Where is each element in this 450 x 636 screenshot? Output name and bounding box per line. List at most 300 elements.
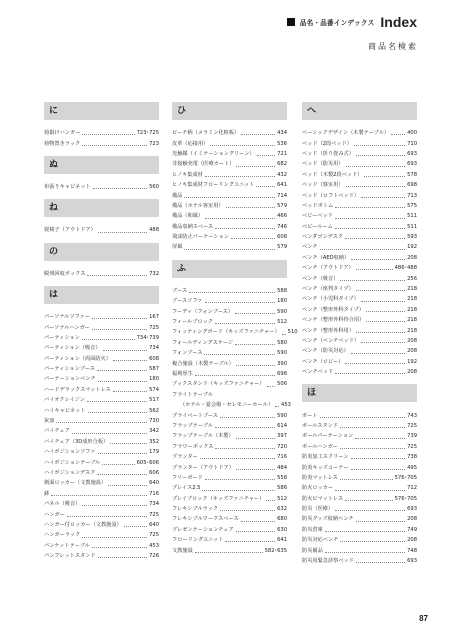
entry-page: 167 [149, 314, 159, 321]
entry-name: ハンガー付ロッカー（文教施設） [44, 521, 122, 528]
index-entry [302, 355, 417, 365]
page-header [287, 14, 417, 30]
index-entry [172, 325, 298, 336]
entry-page: 712 [407, 485, 417, 492]
entry-name: 非接触充電（医療カート） [172, 161, 235, 168]
entry-name: ベンチ（吸音） [302, 275, 339, 282]
dot-leader [51, 495, 147, 496]
index-entry [44, 383, 159, 393]
entry-page: 614 [277, 422, 287, 429]
dot-leader [231, 238, 275, 239]
index-entry [302, 303, 417, 313]
entry-name: 防災対応ベンチ [302, 537, 339, 544]
index-entry [44, 310, 159, 320]
entry-name: パーティション（両面防火） [44, 355, 111, 362]
section-heading: ふ [172, 260, 287, 278]
entry-name: ヒノキ集成材 [172, 171, 203, 178]
entry-page: 536 [277, 140, 287, 147]
index-entry [302, 157, 417, 167]
entry-page: 716 [149, 490, 159, 497]
index-entry [172, 315, 287, 325]
dot-leader [103, 350, 148, 351]
dot-leader [204, 354, 275, 355]
index-entry [172, 523, 287, 533]
entry-name: ヒノキ集成材フローリングユニット [172, 182, 255, 189]
dot-leader [82, 134, 134, 135]
dot-leader [345, 500, 392, 501]
index-entry [44, 518, 159, 528]
index-entry [44, 445, 159, 455]
entry-name: ベッド（2段ベッド） [302, 140, 352, 147]
entry-page: 720 [277, 443, 287, 450]
index-entry [172, 367, 287, 377]
entry-name: 防炎マットレス [302, 474, 338, 481]
entry-page: 506 [277, 381, 287, 388]
index-section [44, 243, 159, 277]
index-entry [44, 435, 159, 445]
page-subtitle: 商品名検索 [368, 42, 418, 51]
section-heading: ほ [302, 384, 417, 402]
dot-leader [340, 541, 405, 542]
index-entry [44, 267, 159, 277]
index-entry [172, 284, 287, 294]
dot-leader [205, 218, 275, 219]
entry-page: 725 [407, 443, 417, 450]
entry-page: 590 [277, 308, 287, 315]
entry-name: フレキシブルワークスペース [172, 516, 239, 523]
entry-page: 726 [149, 553, 159, 560]
entry-page: 218 [407, 306, 417, 313]
dot-leader [205, 176, 275, 177]
entry-name: 脱残回収ボックス [44, 270, 86, 277]
entry-page: 710 [407, 140, 417, 147]
entry-page: 693 [407, 558, 417, 565]
entry-name: パーティションブース [44, 366, 95, 373]
dot-leader [335, 490, 405, 491]
dot-leader [325, 531, 405, 532]
index-entry [172, 377, 287, 387]
dot-leader [215, 323, 275, 324]
dot-leader [124, 526, 147, 527]
index-entry [302, 334, 417, 344]
entry-name: ハードデラックスマットレス [44, 386, 111, 393]
dot-leader [335, 207, 405, 208]
dot-leader [351, 469, 406, 470]
entry-page: 723 [149, 140, 159, 147]
index-entry [172, 294, 287, 304]
dot-leader [266, 500, 275, 501]
index-entry [44, 403, 159, 413]
entry-name: 複合施設（木製テーブル） [172, 360, 234, 367]
entry-page: 180 [149, 376, 159, 383]
index-entry [172, 147, 287, 157]
entry-page: 734 [149, 345, 159, 352]
entry-name: 福利厚生 [172, 371, 193, 377]
entry-page: 725 [149, 324, 159, 331]
entry-page: 593 [407, 234, 417, 241]
dot-leader [356, 332, 405, 333]
entry-page: 397 [277, 433, 287, 440]
dot-leader [215, 228, 275, 229]
entry-name: 防火ピマットレス [302, 495, 344, 502]
entry-name: ベンチ（整形外科用） [302, 327, 354, 334]
entry-page: 574 [149, 386, 159, 393]
entry-page: 590 [277, 412, 287, 419]
dot-leader [189, 292, 275, 293]
section-heading: の [44, 243, 159, 261]
entry-page: 512 [277, 495, 287, 502]
dot-leader [220, 510, 275, 511]
index-entry [302, 282, 417, 292]
entry-name: プライベートブース [172, 412, 218, 419]
index-entry [302, 251, 417, 261]
index-entry [302, 313, 417, 323]
dot-leader [113, 360, 147, 361]
dot-leader [82, 505, 147, 506]
entry-page: 630 [277, 526, 287, 533]
dot-leader [275, 406, 279, 407]
entry-page: 208 [407, 369, 417, 376]
dot-leader [200, 458, 275, 459]
entry-page: 256 [407, 275, 417, 282]
entry-page: 432 [277, 171, 287, 178]
index-column-3 [302, 102, 417, 573]
entry-name: フラワーボックス [172, 443, 214, 450]
index-entry [302, 440, 417, 450]
entry-page: 434 [277, 130, 287, 137]
entry-page: 582･635 [264, 547, 287, 554]
dot-leader [236, 438, 275, 439]
index-entry [302, 365, 417, 375]
dot-leader [335, 510, 405, 511]
entry-name: ベンチ（小児科タイプ） [302, 296, 359, 303]
entry-page: 606 [149, 470, 159, 476]
index-entry [302, 323, 417, 333]
entry-name: ベンチ（整形外科待合用） [302, 317, 365, 324]
entry-name: （ホテル・宴会場・セレモニーホール） [180, 402, 274, 409]
entry-name: ベンチ（AED収納） [302, 254, 350, 261]
entry-name: プランター（アウトドア） [172, 464, 234, 471]
entry-name: ベーシックデザイン（木製テーブル） [302, 130, 390, 137]
entry-name: ポールスタンド [302, 422, 339, 429]
index-entry [302, 429, 417, 439]
index-entry [172, 471, 287, 481]
dot-leader [205, 479, 275, 480]
entry-page: 580 [277, 339, 287, 346]
entry-name: 防災用緊急診察ベッド [302, 558, 354, 565]
dot-leader [267, 386, 275, 387]
dot-leader [351, 259, 405, 260]
index-entry [44, 341, 159, 351]
entry-page: 608 [149, 355, 159, 362]
entry-name: 寝椅子（アウトドア） [44, 227, 96, 234]
dot-leader [92, 329, 147, 330]
index-entry [302, 220, 417, 230]
entry-name: ベッドボトム [302, 202, 334, 209]
dot-leader [282, 334, 286, 335]
dot-leader [354, 145, 405, 146]
entry-page: 746 [277, 223, 287, 230]
entry-name: 荷物置きラック [44, 140, 81, 147]
entry-name: ベンチ [302, 244, 318, 251]
index-entry [44, 393, 159, 403]
entry-name: 防災グッズ収納ベンチ [302, 516, 354, 523]
index-entry [302, 502, 417, 512]
entry-name: フォールディングステージ [172, 339, 234, 346]
entry-page: 732 [149, 270, 159, 277]
index-section [44, 102, 159, 147]
index-section [172, 102, 287, 251]
dot-leader [351, 353, 405, 354]
index-section [44, 156, 159, 190]
index-entry [302, 419, 417, 429]
index-entry [44, 180, 159, 190]
index-entry [44, 476, 159, 486]
index-entry [302, 523, 417, 533]
dot-leader [88, 412, 148, 413]
entry-page: 641 [277, 182, 287, 189]
dot-leader [72, 433, 147, 434]
index-entry [44, 331, 159, 341]
dot-leader [98, 232, 147, 233]
entry-page: 723･725 [136, 130, 159, 137]
dot-leader [98, 381, 147, 382]
entry-name: ベンチベッド [302, 369, 334, 376]
index-section [172, 260, 298, 554]
header-title-en: Index [380, 14, 417, 30]
entry-page: 575 [407, 202, 417, 209]
index-entry [302, 292, 417, 302]
entry-name: 防火ロッカー [302, 485, 334, 492]
index-entry [44, 455, 159, 465]
entry-name: 鉢 [44, 490, 50, 497]
entry-name: フリーボード [172, 474, 203, 481]
index-entry [44, 487, 159, 497]
dot-leader [236, 469, 275, 470]
index-entry [44, 414, 159, 424]
black-square-icon [287, 18, 295, 26]
index-entry [172, 136, 287, 146]
entry-page: 486･488 [394, 265, 417, 272]
entry-page: 693 [407, 506, 417, 513]
dot-leader [356, 155, 405, 156]
index-section [302, 384, 417, 564]
dot-leader [346, 186, 406, 187]
index-entry [302, 344, 417, 354]
entry-page: 698 [407, 182, 417, 189]
entry-page: 560 [149, 183, 159, 190]
index-entry [302, 450, 417, 460]
entry-page: 730 [149, 418, 159, 425]
dot-leader [256, 186, 275, 187]
entry-page: 590 [277, 350, 287, 357]
entry-name: ピーチ柄（メラミン化粧板） [172, 130, 240, 137]
dot-leader [92, 547, 147, 548]
entry-name: ベンチ（アウトドア） [302, 265, 354, 272]
entry-page: 453 [149, 542, 159, 549]
entry-page: 734･739 [136, 334, 159, 341]
index-entry [302, 199, 417, 209]
dot-leader [98, 453, 148, 454]
dot-leader [236, 166, 275, 167]
index-entry [302, 543, 417, 553]
entry-name: パーテーションベンチ [44, 376, 96, 383]
index-entry [172, 126, 287, 136]
dot-leader [356, 562, 405, 563]
entry-name: 布張りキャビネット [44, 183, 91, 190]
entry-name: 剣面ロッカー（文教施設） [44, 480, 107, 487]
entry-page: 698 [277, 371, 287, 377]
index-entry [172, 440, 287, 450]
entry-name: フライトテーブル [172, 391, 213, 398]
index-entry [302, 209, 417, 219]
entry-name: ベンチ（座判タイプ） [302, 286, 354, 293]
index-entry [172, 512, 287, 522]
entry-page: 721 [277, 150, 287, 157]
index-entry [302, 188, 417, 198]
entry-name: 備品収納スペース [172, 223, 214, 230]
entry-name: フラップテーブル [172, 422, 213, 429]
entry-page: 738 [407, 454, 417, 461]
index-entry [172, 388, 287, 398]
entry-name: ベッド（寮室用） [302, 182, 344, 189]
entry-name: 屏風 [172, 244, 183, 251]
entry-page: 716 [277, 454, 287, 461]
dot-leader [340, 479, 393, 480]
index-entry [172, 429, 287, 439]
section-heading: に [44, 102, 159, 120]
dot-leader [82, 537, 147, 538]
index-entry [172, 398, 291, 409]
dot-leader [236, 531, 275, 532]
entry-name: ブックスタンド（キッズファニチャー） [172, 381, 265, 388]
entry-name: パーソナルハンガー [44, 324, 90, 331]
header-title-jp: 品名・品番インデックス [299, 19, 375, 27]
dot-leader [391, 134, 405, 135]
entry-page: 342 [149, 428, 159, 435]
index-entry [172, 168, 287, 178]
entry-page: 179 [149, 449, 159, 456]
index-entry [302, 230, 417, 240]
entry-page: 218 [407, 286, 417, 293]
entry-page: 682 [277, 161, 287, 168]
index-entry [172, 460, 287, 470]
dot-leader [226, 207, 275, 208]
entry-name: バイオクレイジン [44, 397, 85, 404]
section-heading: へ [302, 102, 417, 120]
entry-page: 511 [407, 213, 417, 220]
section-heading: は [44, 286, 159, 304]
index-entry [44, 362, 159, 372]
index-entry [172, 543, 287, 553]
dot-leader [215, 427, 275, 428]
entry-name: ベビールーム [302, 223, 333, 230]
dot-leader [257, 155, 276, 156]
index-entry [302, 481, 417, 491]
entry-page: 713 [407, 192, 417, 199]
entry-page: 714 [277, 192, 287, 199]
dot-leader [67, 516, 147, 517]
entry-page: 453 [281, 402, 291, 409]
dot-leader [356, 269, 393, 270]
index-entry [302, 178, 417, 188]
index-entry [172, 178, 287, 188]
entry-name: 灰皿 [44, 418, 55, 425]
dot-leader [351, 458, 406, 459]
index-entry [44, 372, 159, 382]
index-entry [172, 230, 287, 240]
dot-leader [366, 311, 405, 312]
index-entry [172, 209, 287, 219]
entry-page: 484 [277, 464, 287, 471]
dot-leader [335, 373, 405, 374]
index-entry [302, 271, 417, 281]
index-entry [302, 460, 417, 470]
index-entry [172, 533, 287, 543]
entry-page: 208 [407, 348, 417, 355]
dot-leader [225, 541, 275, 542]
entry-name: 備品（ホテル客室用） [172, 202, 224, 209]
entry-page: 641 [277, 537, 287, 544]
index-entry [172, 419, 287, 429]
index-entry [44, 424, 159, 434]
entry-name: ブースソファ [172, 298, 203, 305]
dot-leader [108, 485, 147, 486]
entry-name: 飛沫防止パーテーション [172, 234, 229, 241]
entry-page: 576･705 [394, 495, 417, 502]
entry-page: 640 [149, 480, 159, 487]
index-entry [302, 136, 417, 146]
entry-page: 739 [407, 433, 417, 440]
index-entry [44, 352, 159, 362]
entry-name: ブース [172, 287, 188, 294]
dot-leader [87, 275, 147, 276]
section-heading: ぬ [44, 156, 159, 174]
entry-page: 748 [407, 547, 417, 554]
index-entry [44, 223, 159, 233]
dot-leader [56, 422, 147, 423]
index-entry [44, 466, 159, 476]
entry-name: フーディ（フォンブース） [172, 308, 234, 315]
index-entry [44, 126, 159, 136]
dot-leader [113, 391, 147, 392]
index-entry [172, 199, 287, 209]
entry-name: 荷掛けハンガー [44, 130, 81, 137]
dot-leader [92, 318, 147, 319]
entry-name: ベンチ（ベンチベッド） [302, 338, 360, 344]
entry-name: ハイキャビネット [44, 407, 86, 414]
entry-name: パンフレットスタンド [44, 553, 96, 560]
entry-page: 466 [277, 213, 287, 220]
entry-name: ハンガー [44, 511, 65, 518]
entry-name: 皮革（応接用） [172, 140, 209, 147]
entry-name: 防災備品 [302, 547, 323, 554]
index-entry [302, 554, 417, 564]
dot-leader [236, 365, 275, 366]
entry-page: 400 [407, 130, 417, 137]
entry-name: 防炎キッズコーナー [302, 464, 349, 471]
dot-leader [345, 238, 405, 239]
entry-name: 備品 [172, 192, 183, 199]
dot-leader [325, 552, 405, 553]
entry-page: 608 [277, 234, 287, 241]
entry-name: ベッド（木製2段ベッド） [302, 171, 363, 178]
dot-leader [102, 464, 134, 465]
dot-leader [235, 313, 275, 314]
entry-page: 352 [149, 438, 159, 445]
entry-name: ポート [302, 412, 318, 419]
entry-page: 632 [277, 506, 287, 513]
